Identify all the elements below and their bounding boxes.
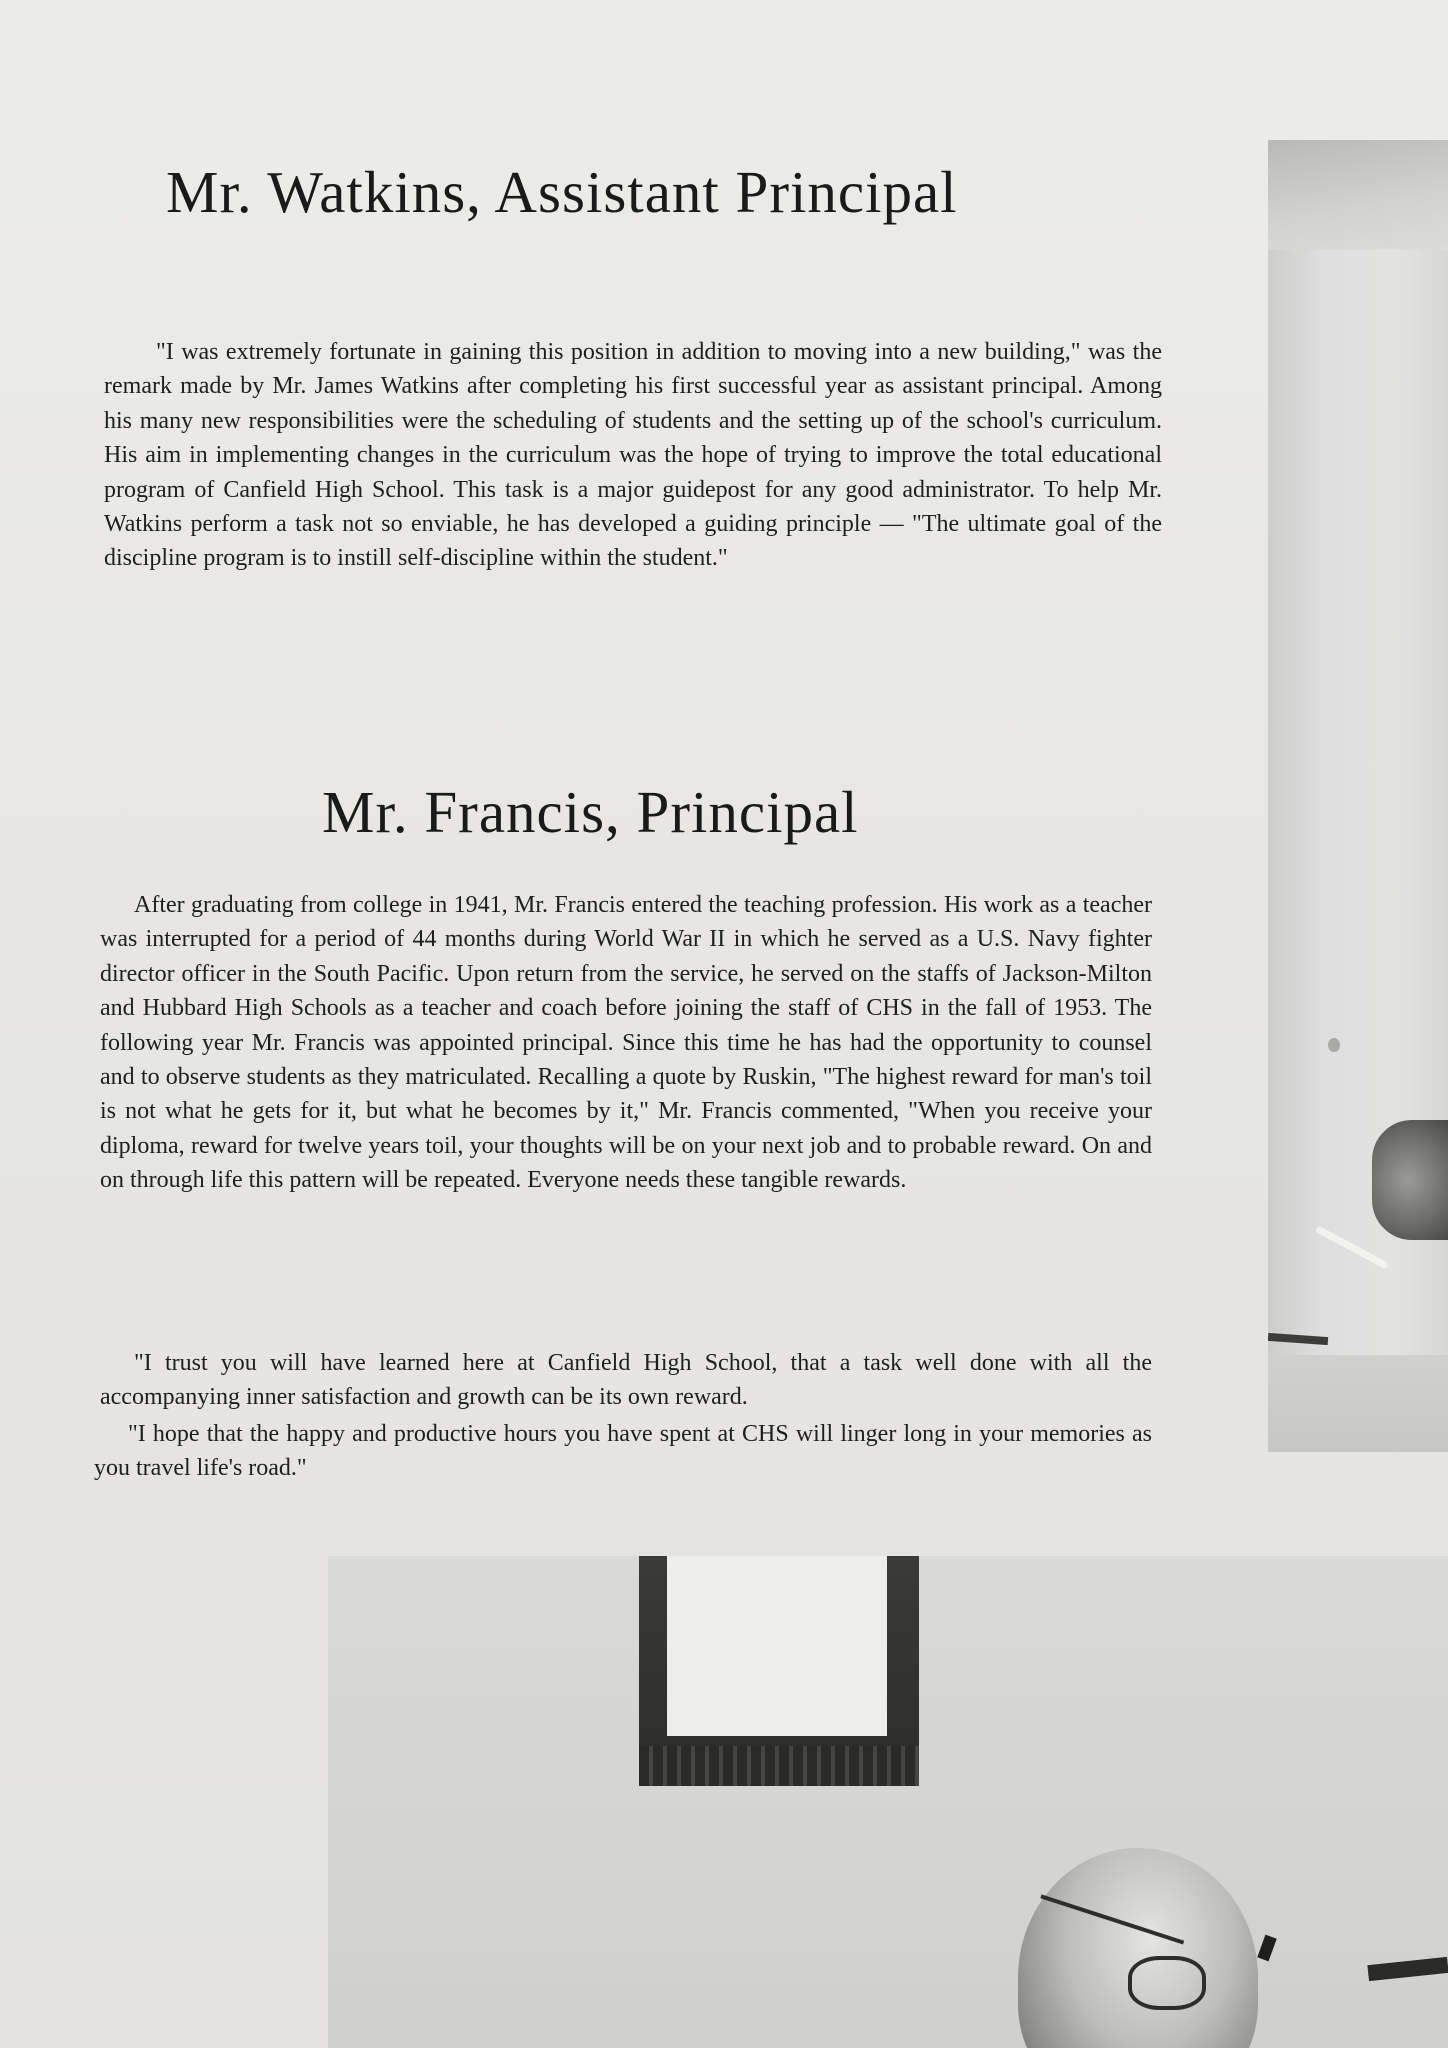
photo-shadow xyxy=(1268,140,1448,250)
francis-heading: Mr. Francis, Principal xyxy=(322,779,859,845)
francis-paragraph-2: "I trust you will have learned here at Canfield High School, that a task well done with all the accompanying inner satisfaction and growth can be its own reward. xyxy=(100,1350,1152,1411)
print-smudge xyxy=(1328,1038,1340,1052)
dark-object xyxy=(1367,1957,1448,1981)
francis-paragraph-3: "I hope that the happy and productive hours you have spent at CHS will linger long in your memories as you travel life's road." xyxy=(94,1421,1152,1482)
frame-picture xyxy=(667,1556,887,1736)
pen xyxy=(1315,1226,1389,1270)
ear-shadow xyxy=(1257,1935,1276,1962)
watkins-photo xyxy=(1268,140,1448,1452)
hand xyxy=(1372,1120,1448,1240)
frame-bottom xyxy=(639,1746,919,1786)
francis-paragraph-1: After graduating from college in 1941, Mr. Francis entered the teaching profession. His work as a teacher was interrupted for a period of 44 months during World War II in which he served as a U.S. Navy fighter director officer in the South Pacific. Upon return from the service, he served on the staffs of Jackson-Milton and Hubbard High Schools as a teacher and coach before joining the staff of CHS in the fall of 1953. The following year Mr. Francis was appointed principal. Since this time he has had the opportunity to counsel and to observe students as they matriculated. Recalling a quote by Ruskin, "The highest reward for man's toil is not what he gets for it, but what he becomes by it," Mr. Francis commented, "When you receive your diploma, reward for twelve years toil, your thoughts will be on your next job and to probable reward. On and on through life this pattern will be repeated. Everyone needs these tangible rewards. xyxy=(100,892,1152,1194)
watkins-paragraph: "I was extremely fortunate in gaining this position in addition to moving into a new building," was the remark made by Mr. James Watkins after completing his first successful year as assistant principal. Among his many new responsibilities were the scheduling of students and the setting up of the school's curriculum. His aim in implementing changes in the curriculum was the hope of trying to improve the total educational program of Canfield High School. This task is a major guidepost for any good administrator. To help Mr. Watkins perform a task not so enviable, he has developed a guiding principle — "The ultimate goal of the discipline program is to instill self-discipline within the student." xyxy=(104,339,1162,572)
francis-photo xyxy=(328,1556,1448,2048)
glasses-lens xyxy=(1128,1956,1206,2010)
wall-frame xyxy=(639,1556,919,1786)
desk-edge xyxy=(1268,1333,1328,1345)
watkins-heading: Mr. Watkins, Assistant Principal xyxy=(166,159,958,225)
photo-lower-area xyxy=(1268,1355,1448,1452)
